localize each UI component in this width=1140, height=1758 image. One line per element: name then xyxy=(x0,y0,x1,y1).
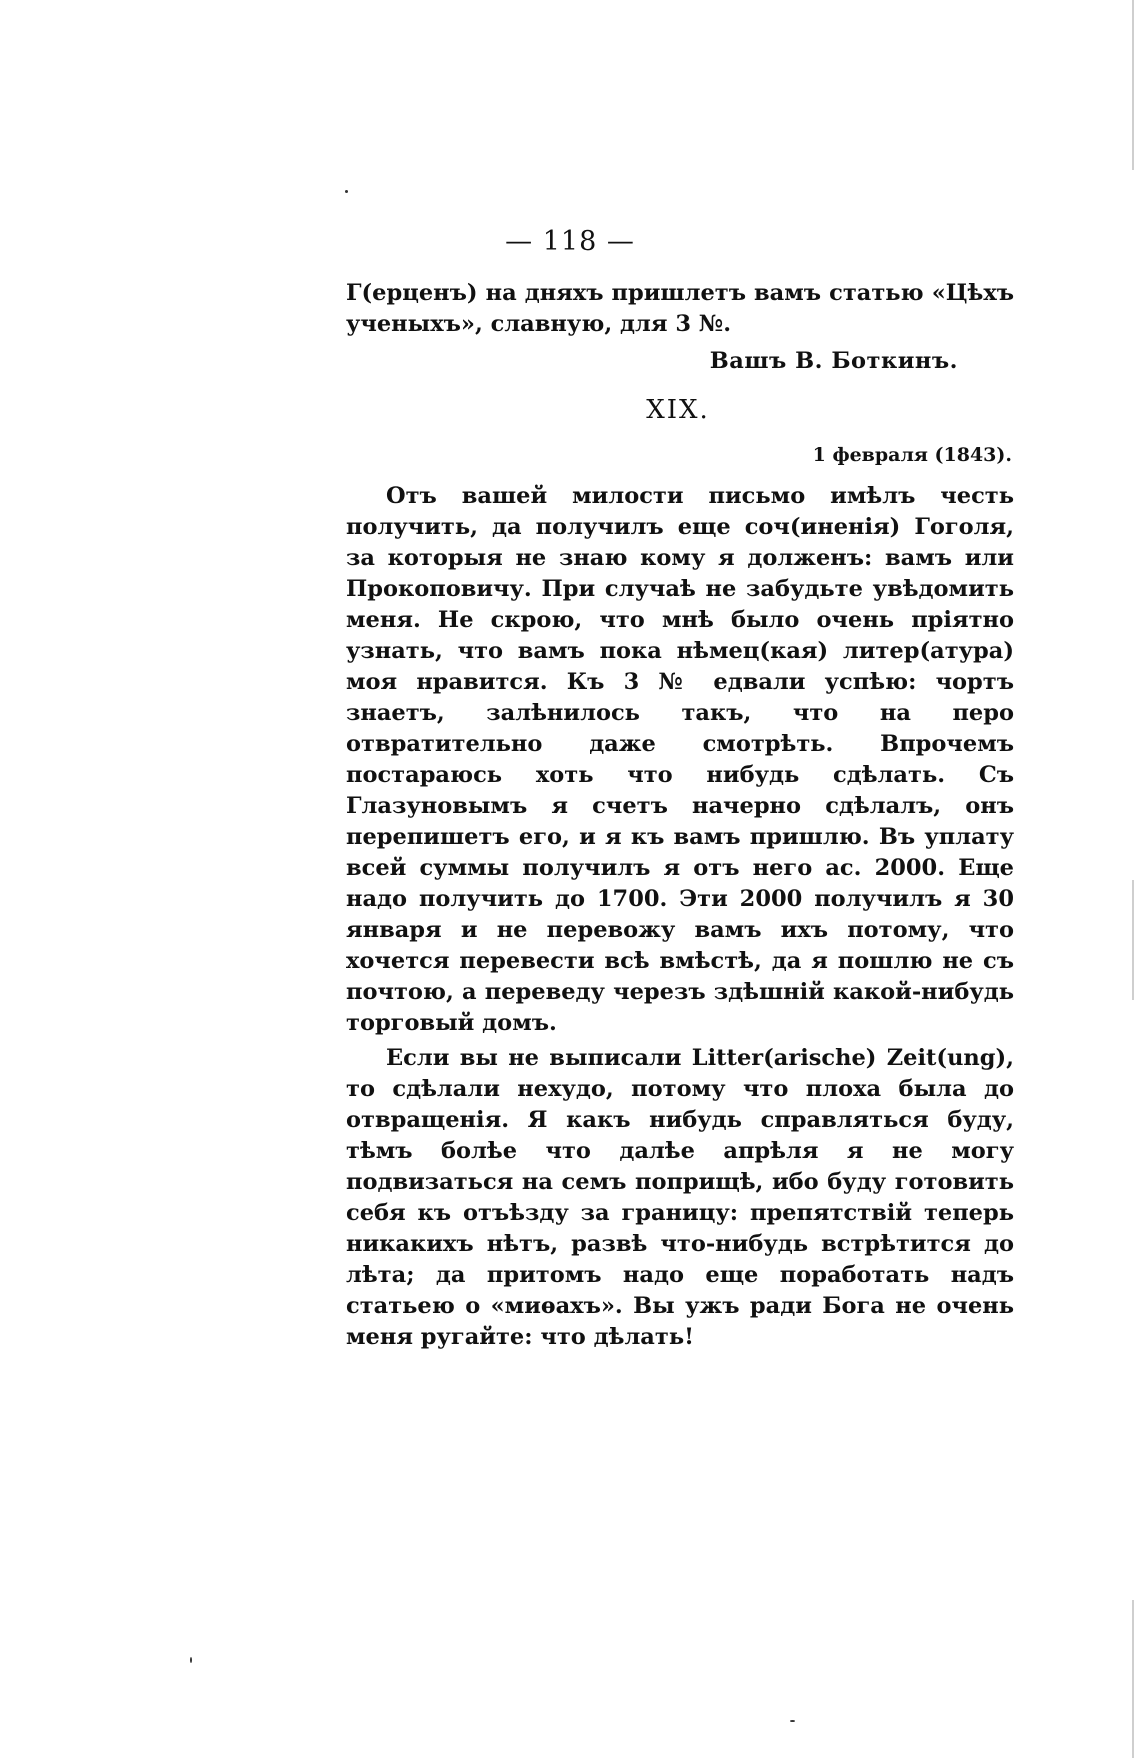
page-edge-line xyxy=(1132,0,1134,170)
paragraph: Если вы не выписали Litter(arische) Zeit(ung), то сдѣлали нехудо, потому что плоха была до отвращенія. Я какъ нибудь справляться буду, тѣмъ болѣе что далѣе апрѣля я не могу подвизаться на семъ поприщѣ, ибо буду готовить себя къ отъѣзду за границу: препятствій теперь никакихъ нѣтъ, развѣ что-нибудь встрѣтится до лѣта; да притомъ надо еще поработать надъ статьею о «миѳахъ». Вы ужъ ради Бога не очень меня ругайте: что дѣлать! xyxy=(346,1045,1014,1350)
letter-date: 1 февраля (1843). xyxy=(812,444,1012,466)
previous-letter-ending: Г(ерценъ) на дняхъ пришлетъ вамъ статью «Цѣхъ ученыхъ», славную, для 3 №. xyxy=(346,280,1014,337)
letter-number: XIX. xyxy=(646,395,710,425)
signature: Вашъ В. Боткинъ. xyxy=(709,348,958,374)
page-number: — 118 — xyxy=(505,226,635,257)
body-text xyxy=(346,278,1014,1353)
ink-speck xyxy=(190,1657,192,1663)
ink-speck xyxy=(345,190,348,193)
ink-speck xyxy=(790,1720,795,1722)
paragraph: Отъ вашей милости письмо имѣлъ честь получить, да получилъ еще соч(иненія) Гоголя, за которыя не знаю кому я долженъ: вамъ или Прокоповичу. При случаѣ не забудьте увѣдомить меня. Не скрою, что мнѣ было очень пріятно узнать, что вамъ пока нѣмец(кая) литер(атура) моя нравится. Къ 3 № едвали успѣю: чортъ знаетъ, залѣнилось такъ, что на перо отвратительно даже смотрѣть. Впрочемъ постараюсь хоть что нибудь сдѣлать. Съ Глазуновымъ я счетъ начерно сдѣлалъ, онъ перепишетъ его, и я къ вамъ пришлю. Въ уплату всей суммы получилъ я отъ него ас. 2000. Еще надо получить до 1700. Эти 2000 получилъ я 30 января и не перевожу вамъ ихъ потому, что хочется перевести всѣ вмѣстѣ, да я пошлю не съ почтою, а переведу черезъ здѣшній какой-нибудь торговый домъ. xyxy=(346,483,1014,1036)
page-edge-line xyxy=(1132,880,1134,1000)
page-edge-line xyxy=(1132,1600,1134,1758)
